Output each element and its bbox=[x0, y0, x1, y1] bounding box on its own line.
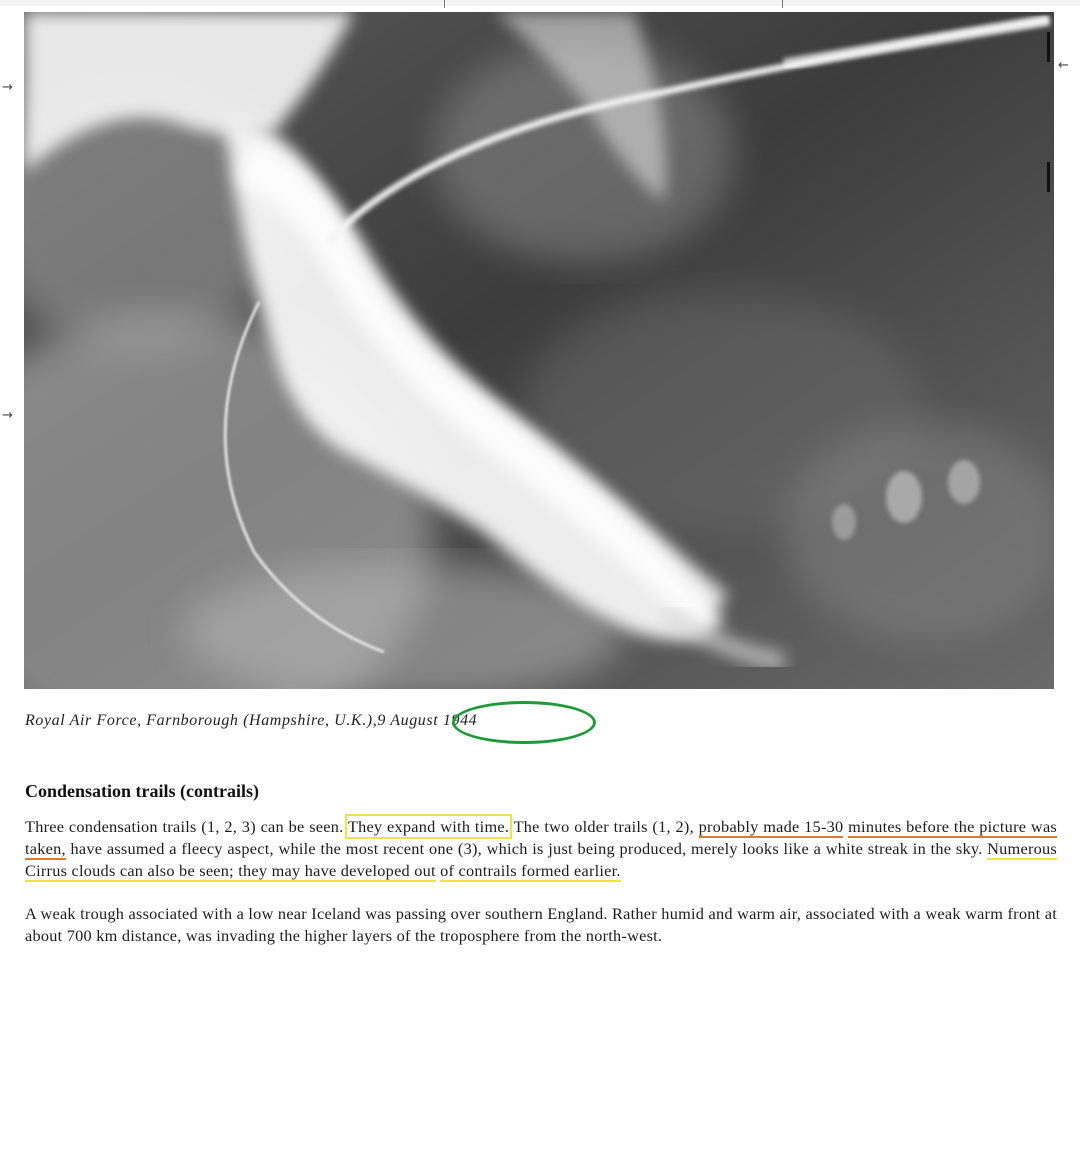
margin-arrow-icon: → bbox=[2, 80, 13, 95]
caption-date: 9 August 1944 bbox=[377, 712, 478, 729]
haze-patch bbox=[784, 422, 1054, 642]
underlined-phrase: minutes before the picture was taken, bbox=[25, 817, 1058, 858]
photo-caption bbox=[25, 712, 477, 730]
sentence: Three condensation trails (1, 2, 3) can be seen. bbox=[25, 817, 344, 836]
sentence: The two older trails (1, 2), bbox=[513, 817, 694, 836]
caption-source: Royal Air Force, Farnborough (Hampshire, U.K.), bbox=[25, 712, 378, 729]
paragraph-contrails bbox=[25, 816, 1057, 882]
underlined-phrase: probably made 15-30 bbox=[698, 817, 844, 836]
cirrus-tuft bbox=[948, 460, 980, 504]
sentence: have assumed a fleecy aspect, while the most recent one (3), which is just being produced, merely looks like a white streak in the sky. bbox=[70, 839, 983, 858]
paragraph-weather: A weak trough associated with a low near Iceland was passing over southern England. Rather humid and warm air, associated with a weak warm front at about 700 km distance, was invading the higher layers of the troposphere from the north-west. bbox=[25, 904, 1057, 945]
contrail-photograph bbox=[24, 12, 1054, 689]
margin-arrow-left-icon: ← bbox=[1058, 58, 1069, 73]
underlined-phrase: of contrails formed earlier. bbox=[440, 861, 621, 880]
section-title: Condensation trails (contrails) bbox=[25, 781, 259, 801]
top-page-edge bbox=[0, 0, 1080, 6]
margin-arrow-icon: → bbox=[2, 408, 13, 423]
highlighted-sentence: They expand with time. bbox=[347, 817, 510, 836]
photo-edge-mark bbox=[1047, 162, 1050, 192]
cirrus-tuft bbox=[886, 471, 922, 523]
photo-edge-mark bbox=[1047, 32, 1050, 62]
cirrus-tuft bbox=[832, 504, 856, 540]
top-tick-mark bbox=[444, 0, 445, 8]
date-highlight-circle bbox=[452, 701, 596, 744]
underlined-phrase: Numerous Cirrus clouds can also be seen; they may have developed out bbox=[25, 839, 1057, 880]
top-tick-mark bbox=[782, 0, 783, 8]
